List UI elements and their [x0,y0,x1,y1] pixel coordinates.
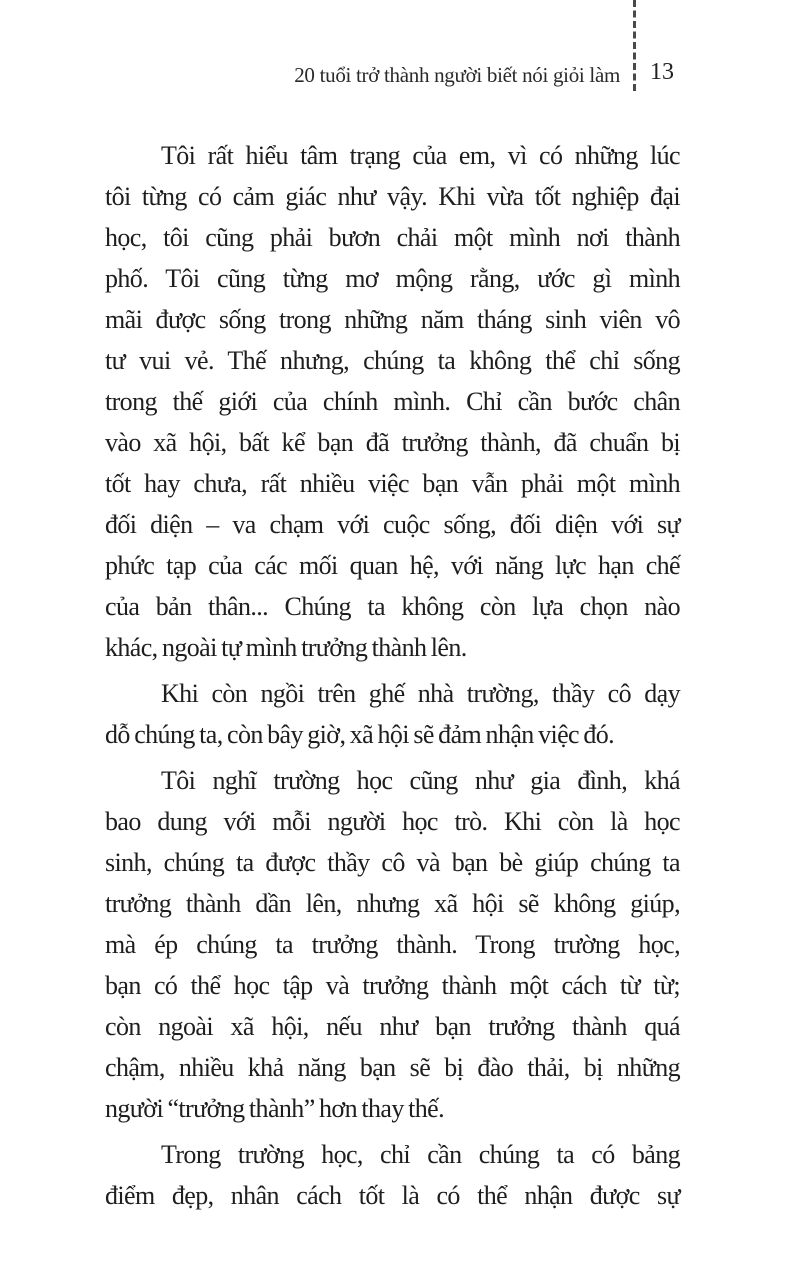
body-text [105,135,680,1221]
text-line: Tôi rất hiểu tâm trạng của em, vì có những lúc [161,141,680,170]
text-line: vào xã hội, bất kể bạn đã trưởng thành, đã chuẩn bị [105,428,680,457]
text-line: mãi được sống trong những năm tháng sinh viên vô [105,305,680,334]
text-line: còn ngoài xã hội, nếu như bạn trưởng thành quá [105,1012,680,1041]
text-line: tư vui vẻ. Thế nhưng, chúng ta không thể chỉ sống [105,346,680,375]
text-line: khác, ngoài tự mình trưởng thành lên. [105,633,467,662]
paragraph [105,135,680,668]
text-line: trong thế giới của chính mình. Chỉ cần bước chân [105,387,680,416]
text-line: sinh, chúng ta được thầy cô và bạn bè giúp chúng ta [105,848,680,877]
text-line: học, tôi cũng phải bươn chải một mình nơi thành [105,223,680,252]
text-line: chậm, nhiều khả năng bạn sẽ bị đào thải, bị những [105,1053,680,1082]
text-line: đối diện – va chạm với cuộc sống, đối diện với sự [105,510,680,539]
text-line: trưởng thành dần lên, nhưng xã hội sẽ không giúp, [105,889,680,918]
paragraph [105,673,680,755]
header-dashed-divider-line [633,0,636,93]
text-line: Khi còn ngồi trên ghế nhà trường, thầy cô dạy [161,679,680,708]
text-line: dỗ chúng ta, còn bây giờ, xã hội sẽ đảm nhận việc đó. [105,720,615,749]
text-line: phức tạp của các mối quan hệ, với năng lực hạn chế [105,551,680,580]
text-line: mà ép chúng ta trưởng thành. Trong trường học, [105,930,680,959]
text-line: tôi từng có cảm giác như vậy. Khi vừa tốt nghiệp đại [105,182,680,211]
page-number: 13 [650,59,674,85]
text-line: bao dung với mỗi người học trò. Khi còn là học [105,807,680,836]
text-line: bạn có thể học tập và trưởng thành một cách từ từ; [105,971,680,1000]
text-line: người “trưởng thành” hơn thay thế. [105,1094,445,1123]
text-line: tốt hay chưa, rất nhiều việc bạn vẫn phải một mình [105,469,680,498]
paragraph [105,760,680,1129]
text-line: phố. Tôi cũng từng mơ mộng rằng, ước gì mình [105,264,680,293]
paragraph [105,1134,680,1216]
running-header-title: 20 tuổi trở thành người biết nói giỏi làm [294,63,620,87]
text-line: của bản thân... Chúng ta không còn lựa chọn nào [105,592,680,621]
text-line: điểm đẹp, nhân cách tốt là có thể nhận được sự [105,1181,680,1210]
text-line: Trong trường học, chỉ cần chúng ta có bảng [161,1140,680,1169]
text-line: Tôi nghĩ trường học cũng như gia đình, khá [161,766,680,795]
